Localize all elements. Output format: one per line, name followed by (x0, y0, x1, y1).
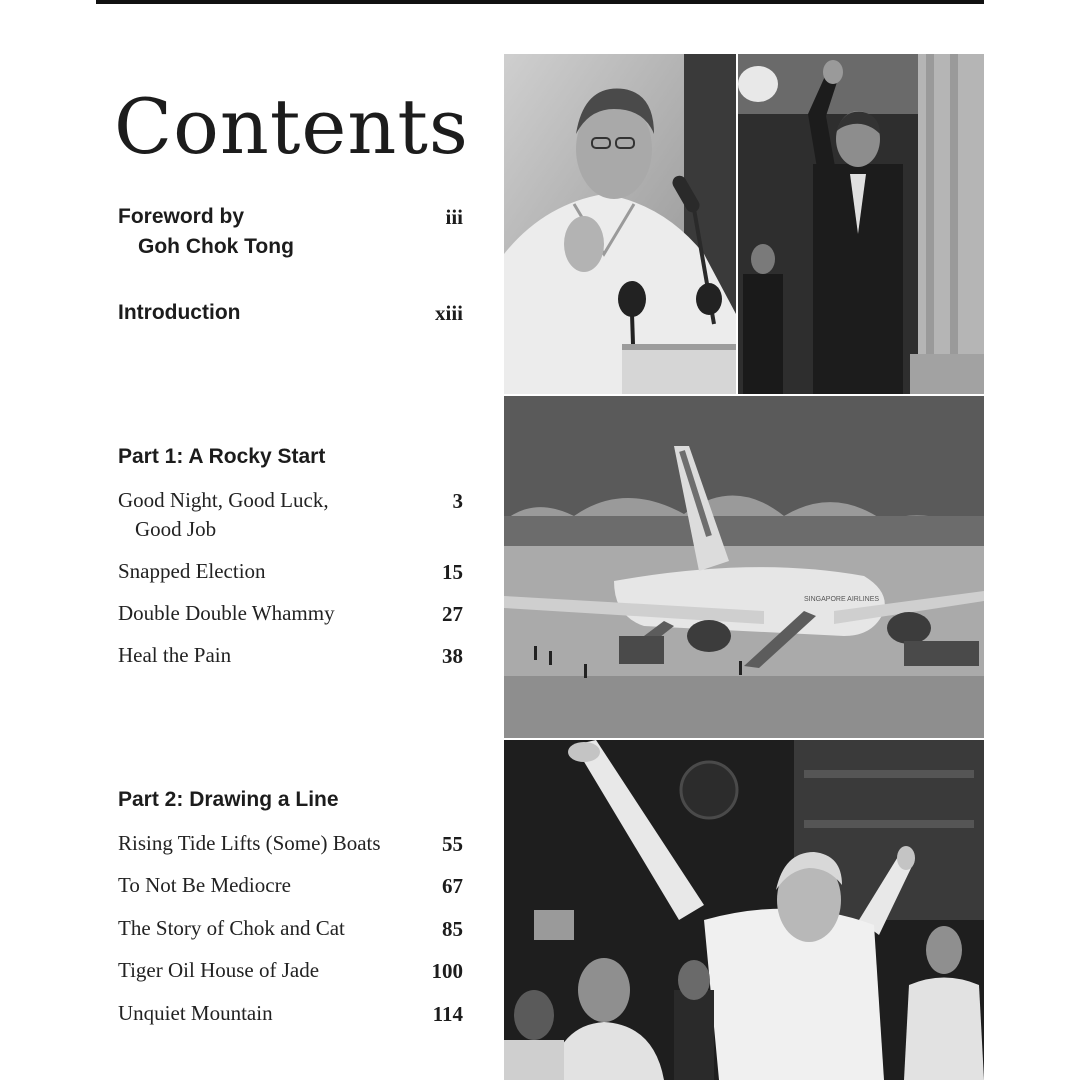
toc-page-number: 27 (442, 602, 463, 626)
toc-page-number: 3 (452, 489, 463, 513)
toc-entry-label-continued: Goh Chok Tong (138, 235, 294, 258)
toc-chapter-entry[interactable] (118, 599, 463, 628)
chapter-title-line: Good Job (135, 517, 217, 541)
toc-entry-foreword[interactable] (118, 202, 463, 262)
man-speaking-at-microphones-photo (504, 54, 736, 394)
chapter-title: Heal the Pain (118, 643, 232, 667)
part-heading: Part 1: A Rocky Start (118, 445, 326, 468)
toc-page-number: iii (445, 205, 463, 229)
chapter-title-line: Good Night, Good Luck, (118, 488, 329, 512)
toc-page-number: 38 (442, 644, 463, 668)
toc-chapter-entry[interactable] (118, 999, 463, 1028)
toc-chapter-entry[interactable] (118, 914, 463, 943)
toc-chapter-entry[interactable] (118, 956, 463, 985)
chapter-title: Tiger Oil House of Jade (118, 958, 320, 982)
man-waving-at-doorway-photo (738, 54, 984, 394)
toc-chapter-entry[interactable] (118, 557, 463, 586)
toc-chapter-entry[interactable] (118, 871, 463, 900)
part-heading: Part 2: Drawing a Line (118, 788, 339, 811)
toc-chapter-entry[interactable] (118, 641, 463, 670)
chapter-title: Rising Tide Lifts (Some) Boats (118, 831, 381, 855)
chapter-title (118, 486, 418, 544)
toc-page-number: 85 (442, 917, 463, 941)
chapter-title: The Story of Chok and Cat (118, 916, 345, 940)
toc-page-number: 15 (442, 560, 463, 584)
toc-page-number: 55 (442, 832, 463, 856)
toc-page-number: 67 (442, 874, 463, 898)
toc-entry-label: Introduction (118, 301, 241, 324)
toc-page-number: 100 (431, 959, 463, 983)
toc-entry-introduction[interactable] (118, 298, 463, 328)
chapter-title: Unquiet Mountain (118, 1001, 273, 1025)
chapter-title: Double Double Whammy (118, 601, 335, 625)
toc-chapter-entry[interactable] (118, 829, 463, 858)
toc-page-number: xiii (434, 301, 463, 325)
toc-chapter-entry[interactable] (118, 486, 463, 544)
chapter-title: Snapped Election (118, 559, 266, 583)
toc-page-number: 114 (432, 1002, 463, 1026)
toc-entry-label: Foreword by (118, 205, 245, 228)
page-title: Contents (114, 81, 469, 171)
airplane-livery-text: SINGAPORE AIRLINES (804, 596, 880, 603)
airliner-on-runway-photo (504, 396, 984, 738)
chapter-title: To Not Be Mediocre (118, 873, 291, 897)
top-rule (96, 0, 984, 4)
man-waving-to-crowd-photo (504, 740, 984, 1080)
